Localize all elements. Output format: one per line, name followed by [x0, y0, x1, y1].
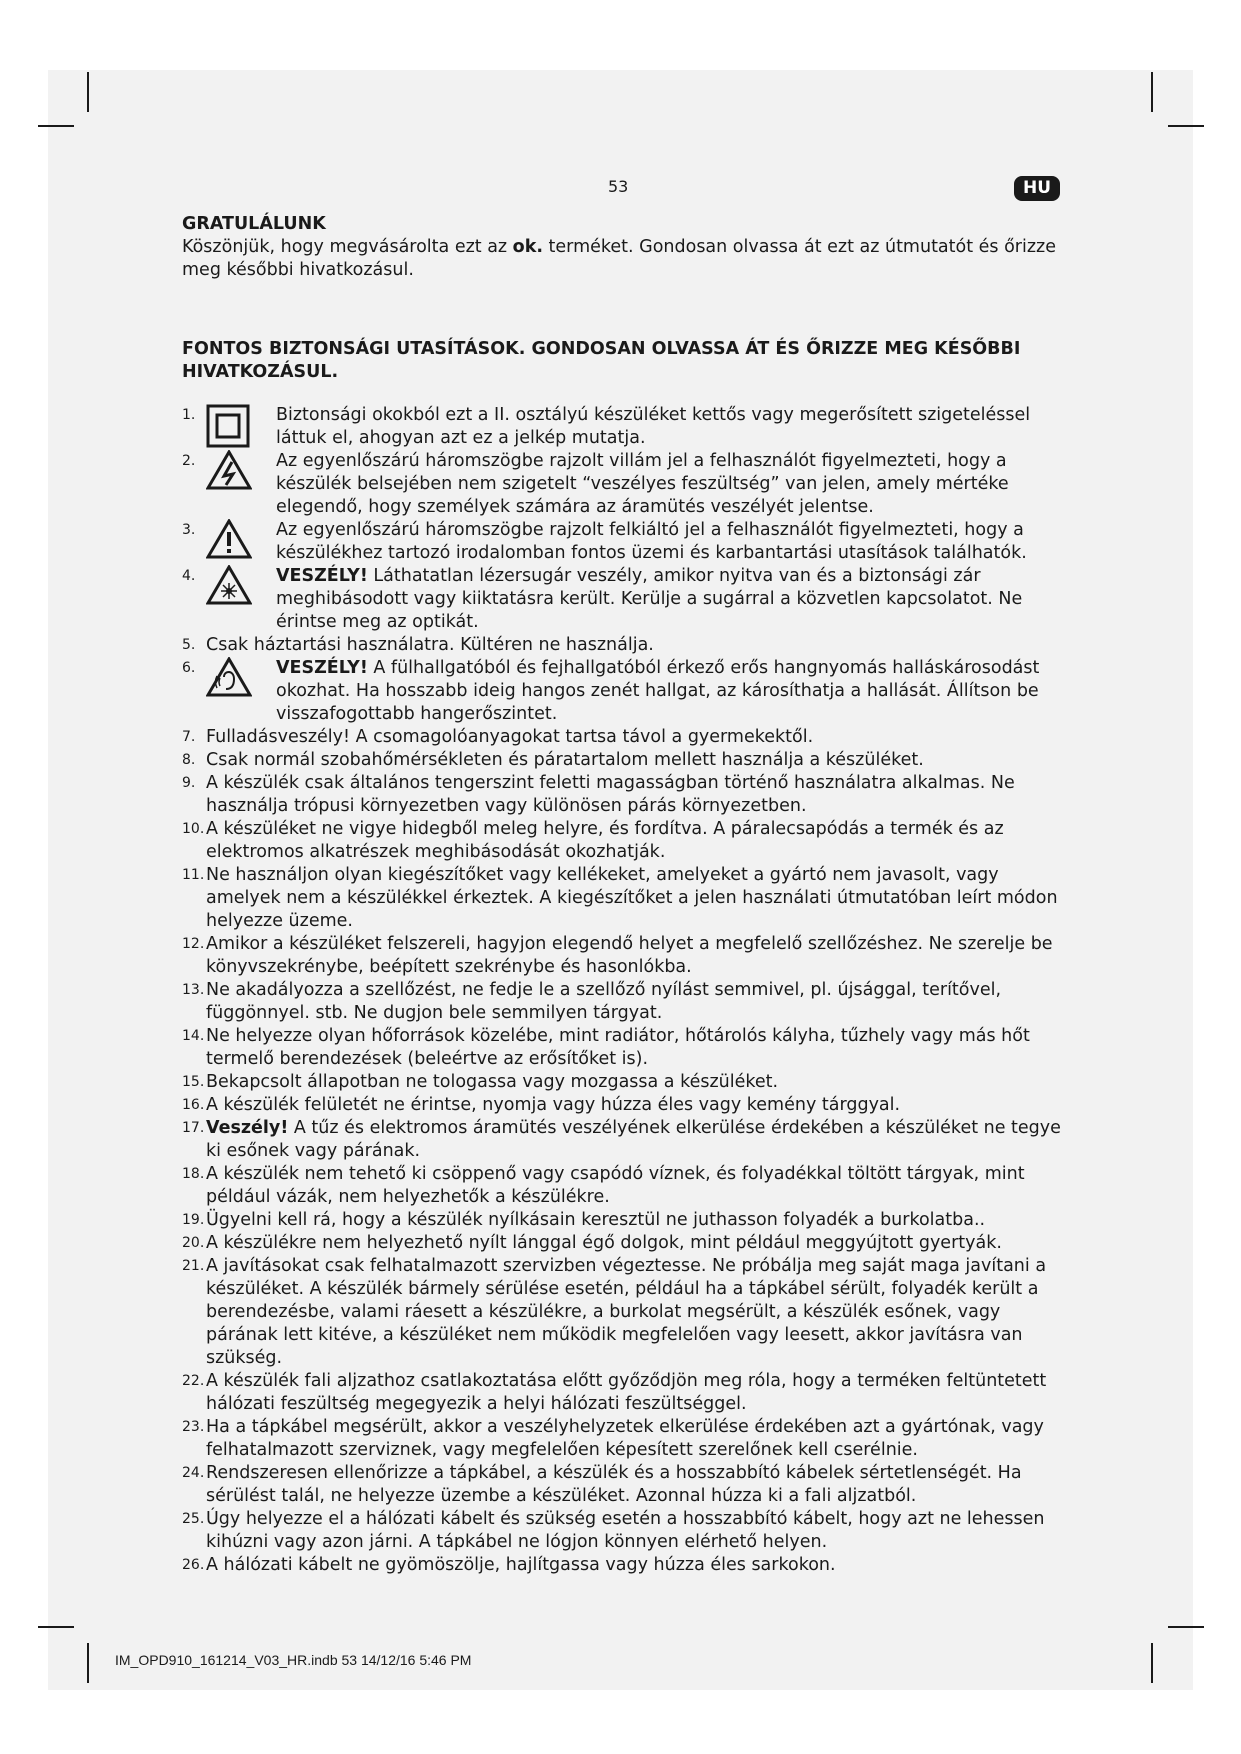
page-number: 53 [608, 177, 629, 196]
list-item [182, 1209, 1062, 1232]
item-text [206, 1117, 1062, 1163]
list-item [182, 1163, 1062, 1209]
item-text [276, 657, 1062, 726]
double-insulation-icon [206, 404, 250, 448]
item-number: 24. [182, 1465, 205, 1481]
laser-warning-icon [206, 565, 252, 605]
item-text: Ügyelni kell rá, hogy a készülék nyílkásain keresztül ne juthasson folyadék a burkolatba.. [206, 1210, 986, 1230]
item-number: 9. [182, 775, 196, 791]
list-item [182, 1025, 1062, 1071]
item-text: A készüléket ne vigye hidegből meleg helyre, és fordítva. A páralecsapódás a termék és az elektromos alkatrészek meghibásodását okozhatják. [206, 819, 1004, 862]
list-item [182, 933, 1062, 979]
intro-text-part: Köszönjük, hogy megvásárolta ezt az [182, 237, 513, 257]
item-text: Csak háztartási használatra. Kültéren ne használja. [206, 635, 654, 655]
intro-text-part: terméket. Gondosan olvassa át ezt az útmutatót és őrizze meg későbbi hivatkozásul. [182, 237, 1056, 280]
item-number: 17. [182, 1120, 205, 1136]
lightning-triangle-icon [206, 450, 252, 490]
list-item [182, 1508, 1062, 1554]
item-text: A készülékre nem helyezhető nyílt lánggal égő dolgok, mint például meggyújtott gyertyák. [206, 1233, 1002, 1253]
item-number: 6. [182, 660, 196, 676]
hearing-warning-icon [206, 657, 252, 697]
item-text: Ha a tápkábel megsérült, akkor a veszélyhelyzetek elkerülése érdekében azt a gyártónak, vagy felhatalmazott szerviznek, vagy megfelelően képesített szerelőnek kell cserélnie. [206, 1417, 1044, 1460]
list-item [182, 726, 1062, 749]
item-number: 10. [182, 821, 205, 837]
crop-mark [38, 125, 74, 127]
list-item [182, 979, 1062, 1025]
list-item [182, 1416, 1062, 1462]
item-text: A készülék csak általános tengerszint feletti magasságban történő használatra alkalmas. Ne használja trópusi környezetben vagy különösen párás környezetben. [206, 773, 1015, 816]
item-text: A készülék felületét ne érintse, nyomja vagy húzza éles vagy kemény tárggyal. [206, 1095, 901, 1115]
list-item [182, 1094, 1062, 1117]
list-item [182, 1071, 1062, 1094]
list-item [182, 634, 1062, 657]
item-text: Ne használjon olyan kiegészítőket vagy kellékeket, amelyeket a gyártó nem javasolt, vagy amelyek nem a készülékkel érkeztek. A kiegészítőket a jelen használati útmutatóban leírt módon helyezze üzeme. [206, 865, 1058, 931]
brand-name: ok. [512, 237, 543, 257]
item-number: 20. [182, 1235, 205, 1251]
intro-text [182, 236, 1062, 282]
item-text: Az egyenlőszárú háromszögbe rajzolt villám jel a felhasználót figyelmezteti, hogy a készülék belsejében nem szigetelt “veszélyes feszültség” van jelen, amely mértéke elegendő, hogy személyek számára az áramütés veszélyét jelentse. [276, 451, 1009, 517]
item-number: 8. [182, 752, 196, 768]
list-item [182, 749, 1062, 772]
item-number: 18. [182, 1166, 205, 1182]
crop-mark [87, 1643, 89, 1683]
item-number: 11. [182, 867, 205, 883]
list-item [182, 818, 1062, 864]
item-number: 25. [182, 1511, 205, 1527]
item-warning: VESZÉLY! [276, 566, 368, 586]
item-number: 12. [182, 936, 205, 952]
item-warning: Veszély! [206, 1118, 289, 1138]
item-number: 23. [182, 1419, 205, 1435]
item-text: Bekapcsolt állapotban ne tologassa vagy mozgassa a készüléket. [206, 1072, 779, 1092]
item-warning: VESZÉLY! [276, 658, 368, 678]
crop-mark [1151, 1643, 1153, 1683]
list-item [182, 404, 1062, 450]
item-number: 16. [182, 1097, 205, 1113]
item-text: A hálózati kábelt ne gyömöszölje, hajlítgassa vagy húzza éles sarkokon. [206, 1555, 836, 1575]
item-number: 4. [182, 568, 196, 584]
item-text-part: A tűz és elektromos áramütés veszélyének elkerülése érdekében a készüléket ne tegye ki esőnek vagy párának. [206, 1118, 1061, 1161]
item-text [276, 565, 1062, 634]
item-text: Az egyenlőszárú háromszögbe rajzolt felkiáltó jel a felhasználót figyelmezteti, hogy a készülékhez tartozó irodalomban fontos üzemi és karbantartási utasítások találhatók. [276, 520, 1027, 563]
print-footer: IM_OPD910_161214_V03_HR.indb 53 14/12/16 5:46 PM [115, 1652, 472, 1668]
intro-title: GRATULÁLUNK [182, 214, 326, 234]
list-item [182, 565, 1062, 634]
list-item [182, 864, 1062, 933]
item-number: 19. [182, 1212, 205, 1228]
item-text: Fulladásveszély! A csomagolóanyagokat tartsa távol a gyermekektől. [206, 727, 814, 747]
crop-mark [38, 1626, 74, 1628]
item-text: A készülék nem tehető ki csöppenő vagy csapódó víznek, és folyadékkal töltött tárgyak, mint például vázák, nem helyezhetők a készülékre. [206, 1164, 1025, 1207]
item-text: A készülék fali aljzathoz csatlakoztatása előtt győződjön meg róla, hogy a terméken feltüntetett hálózati feszültség megegyezik a helyi hálózati feszültséggel. [206, 1371, 1047, 1414]
item-number: 15. [182, 1074, 205, 1090]
list-item [182, 1462, 1062, 1508]
item-number: 22. [182, 1373, 205, 1389]
list-item [182, 772, 1062, 818]
item-number: 7. [182, 729, 196, 745]
item-text-part: Láthatatlan lézersugár veszély, amikor nyitva van és a biztonsági zár meghibásodott vagy kiiktatásra került. Kerülje a sugárral a közvetlen kapcsolatot. Ne érintse meg az optikát. [276, 566, 1023, 632]
item-text: Ne helyezze olyan hőforrások közelébe, mint radiátor, hőtárolós kályha, tűzhely vagy más hőt termelő berendezések (beleértve az erősítőket is). [206, 1026, 1030, 1069]
list-item [182, 450, 1062, 519]
item-text-part: A fülhallgatóból és fejhallgatóból érkező erős hangnyomás halláskárosodást okozhat. Ha hosszabb ideig hangos zenét hallgat, az károsíthatja a hallását. Állítson be visszafogottabb hangerőszintet. [276, 658, 1040, 724]
item-text: A javításokat csak felhatalmazott szervizben végeztesse. Ne próbálja meg saját maga javítani a készüléket. A készülék bármely sérülése esetén, például ha a tápkábel sérült, folyadék került a berendezésbe, valami ráesett a készülékre, a burkolat megsérült, a készülék esőnek, vagy párának lett kitéve, a készüléket nem működik megfelelően vagy leesett, akkor javításra van szükség. [206, 1256, 1047, 1368]
item-number: 21. [182, 1258, 205, 1274]
item-number: 2. [182, 453, 196, 469]
exclamation-triangle-icon [206, 519, 252, 559]
item-number: 26. [182, 1557, 205, 1573]
language-badge: HU [1014, 176, 1060, 201]
crop-mark [1168, 1626, 1204, 1628]
item-text: Rendszeresen ellenőrizze a tápkábel, a készülék és a hosszabbító kábelek sértetlenségét. Ha sérülést talál, ne helyezze üzembe a készüléket. Azonnal húzza ki a fali aljzatból. [206, 1463, 1022, 1506]
list-item [182, 1370, 1062, 1416]
crop-mark [1168, 125, 1204, 127]
item-text: Ne akadályozza a szellőzést, ne fedje le a szellőző nyílást semmivel, pl. újsággal, terítővel, függönnyel. stb. Ne dugjon bele semmilyen tárgyat. [206, 980, 1002, 1023]
list-item [182, 1554, 1062, 1577]
list-item [182, 1232, 1062, 1255]
item-text: Biztonsági okokból ezt a II. osztályú készüléket kettős vagy megerősített szigeteléssel láttuk el, ahogyan azt ez a jelkép mutatja. [276, 405, 1031, 448]
item-text: Úgy helyezze el a hálózati kábelt és szükség esetén a hosszabbító kábelt, hogy azt ne lehessen kihúzni vagy azon járni. A tápkábel ne lógjon könnyen elérhető helyen. [206, 1509, 1045, 1552]
list-item [182, 519, 1062, 565]
safety-list [182, 404, 1062, 1577]
document-body [182, 213, 1062, 1577]
item-text: Amikor a készüléket felszereli, hagyjon elegendő helyet a megfelelő szellőzéshez. Ne szerelje be könyvszekrénybe, beépített szekrénybe és hasonlókba. [206, 934, 1053, 977]
item-number: 14. [182, 1028, 205, 1044]
list-item [182, 657, 1062, 726]
item-number: 1. [182, 407, 196, 423]
list-item [182, 1117, 1062, 1163]
section-title: FONTOS BIZTONSÁGI UTASÍTÁSOK. GONDOSAN OLVASSA ÁT ÉS ŐRIZZE MEG KÉSŐBBI HIVATKOZÁSUL. [182, 339, 1021, 382]
crop-mark [87, 72, 89, 112]
item-number: 13. [182, 982, 205, 998]
crop-mark [1151, 72, 1153, 112]
item-number: 3. [182, 522, 196, 538]
item-number: 5. [182, 637, 196, 653]
item-text: Csak normál szobahőmérsékleten és páratartalom mellett használja a készüléket. [206, 750, 924, 770]
list-item [182, 1255, 1062, 1370]
